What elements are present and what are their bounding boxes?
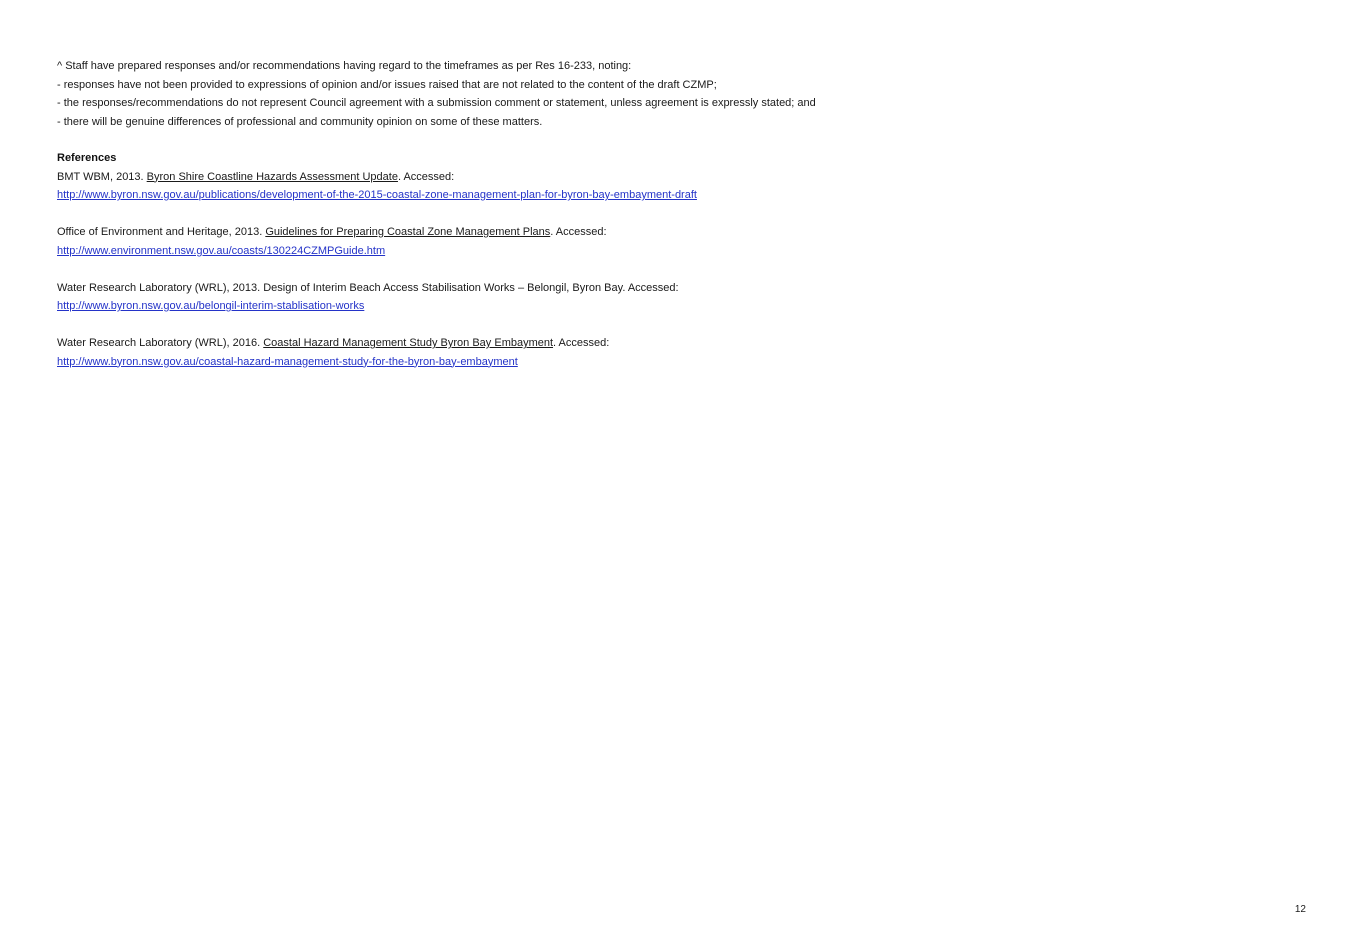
- reference-link[interactable]: http://www.byron.nsw.gov.au/belongil-interim-stablisation-works: [57, 300, 365, 312]
- reference-suffix: . Accessed:: [550, 226, 607, 238]
- reference-prefix: BMT WBM, 2013.: [57, 170, 147, 183]
- reference-title: Guidelines for Preparing Coastal Zone Management Plans: [265, 226, 551, 238]
- reference-title: Byron Shire Coastline Hazards Assessment Update: [146, 170, 398, 183]
- note-line: - responses have not been provided to expressions of opinion and/or issues raised that are not related to the content of the draft CZMP;: [57, 78, 717, 91]
- note-line: ^ Staff have prepared responses and/or recommendations having regard to the timeframes as per Res 16-233, noting:: [57, 60, 632, 72]
- reference-link[interactable]: http://www.byron.nsw.gov.au/coastal-hazard-management-study-for-the-byron-bay-embayment: [57, 355, 518, 368]
- reference-item: [57, 223, 1057, 260]
- reference-suffix: . Accessed:: [397, 170, 455, 183]
- reference-citation: [57, 279, 1057, 298]
- note-line: - there will be genuine differences of professional and community opinion on some of these matters.: [57, 115, 543, 128]
- reference-citation: [57, 334, 1057, 353]
- reference-item: [57, 334, 1057, 371]
- reference-link[interactable]: http://www.environment.nsw.gov.au/coasts/130224CZMPGuide.htm: [57, 244, 386, 257]
- references-heading: References: [57, 152, 117, 164]
- reference-prefix: Water Research Laboratory (WRL), 2016.: [57, 337, 264, 349]
- reference-prefix: Office of Environment and Heritage, 2013.: [57, 226, 266, 238]
- reference-citation: [57, 223, 1057, 242]
- reference-item: [57, 168, 1057, 205]
- reference-prefix: Water Research Laboratory (WRL), 2013. Design of Interim Beach Access Stabilisation Works – Belongil, Byron Bay. Accessed:: [57, 281, 679, 294]
- note-line: - the responses/recommendations do not represent Council agreement with a submission comment or statement, unless agreement is expressly stated; and: [57, 97, 816, 109]
- staff-notes: [57, 57, 1057, 131]
- reference-suffix: . Accessed:: [553, 337, 610, 349]
- reference-title: Coastal Hazard Management Study Byron Bay Embayment: [263, 337, 554, 349]
- references-section: [57, 149, 1057, 390]
- reference-citation: [57, 168, 1057, 187]
- page-number: 12: [1294, 904, 1306, 915]
- reference-link[interactable]: http://www.byron.nsw.gov.au/publications/development-of-the-2015-coastal-zone-management-plan-for-byron-bay-embayment-draft: [57, 189, 697, 201]
- reference-item: [57, 279, 1057, 316]
